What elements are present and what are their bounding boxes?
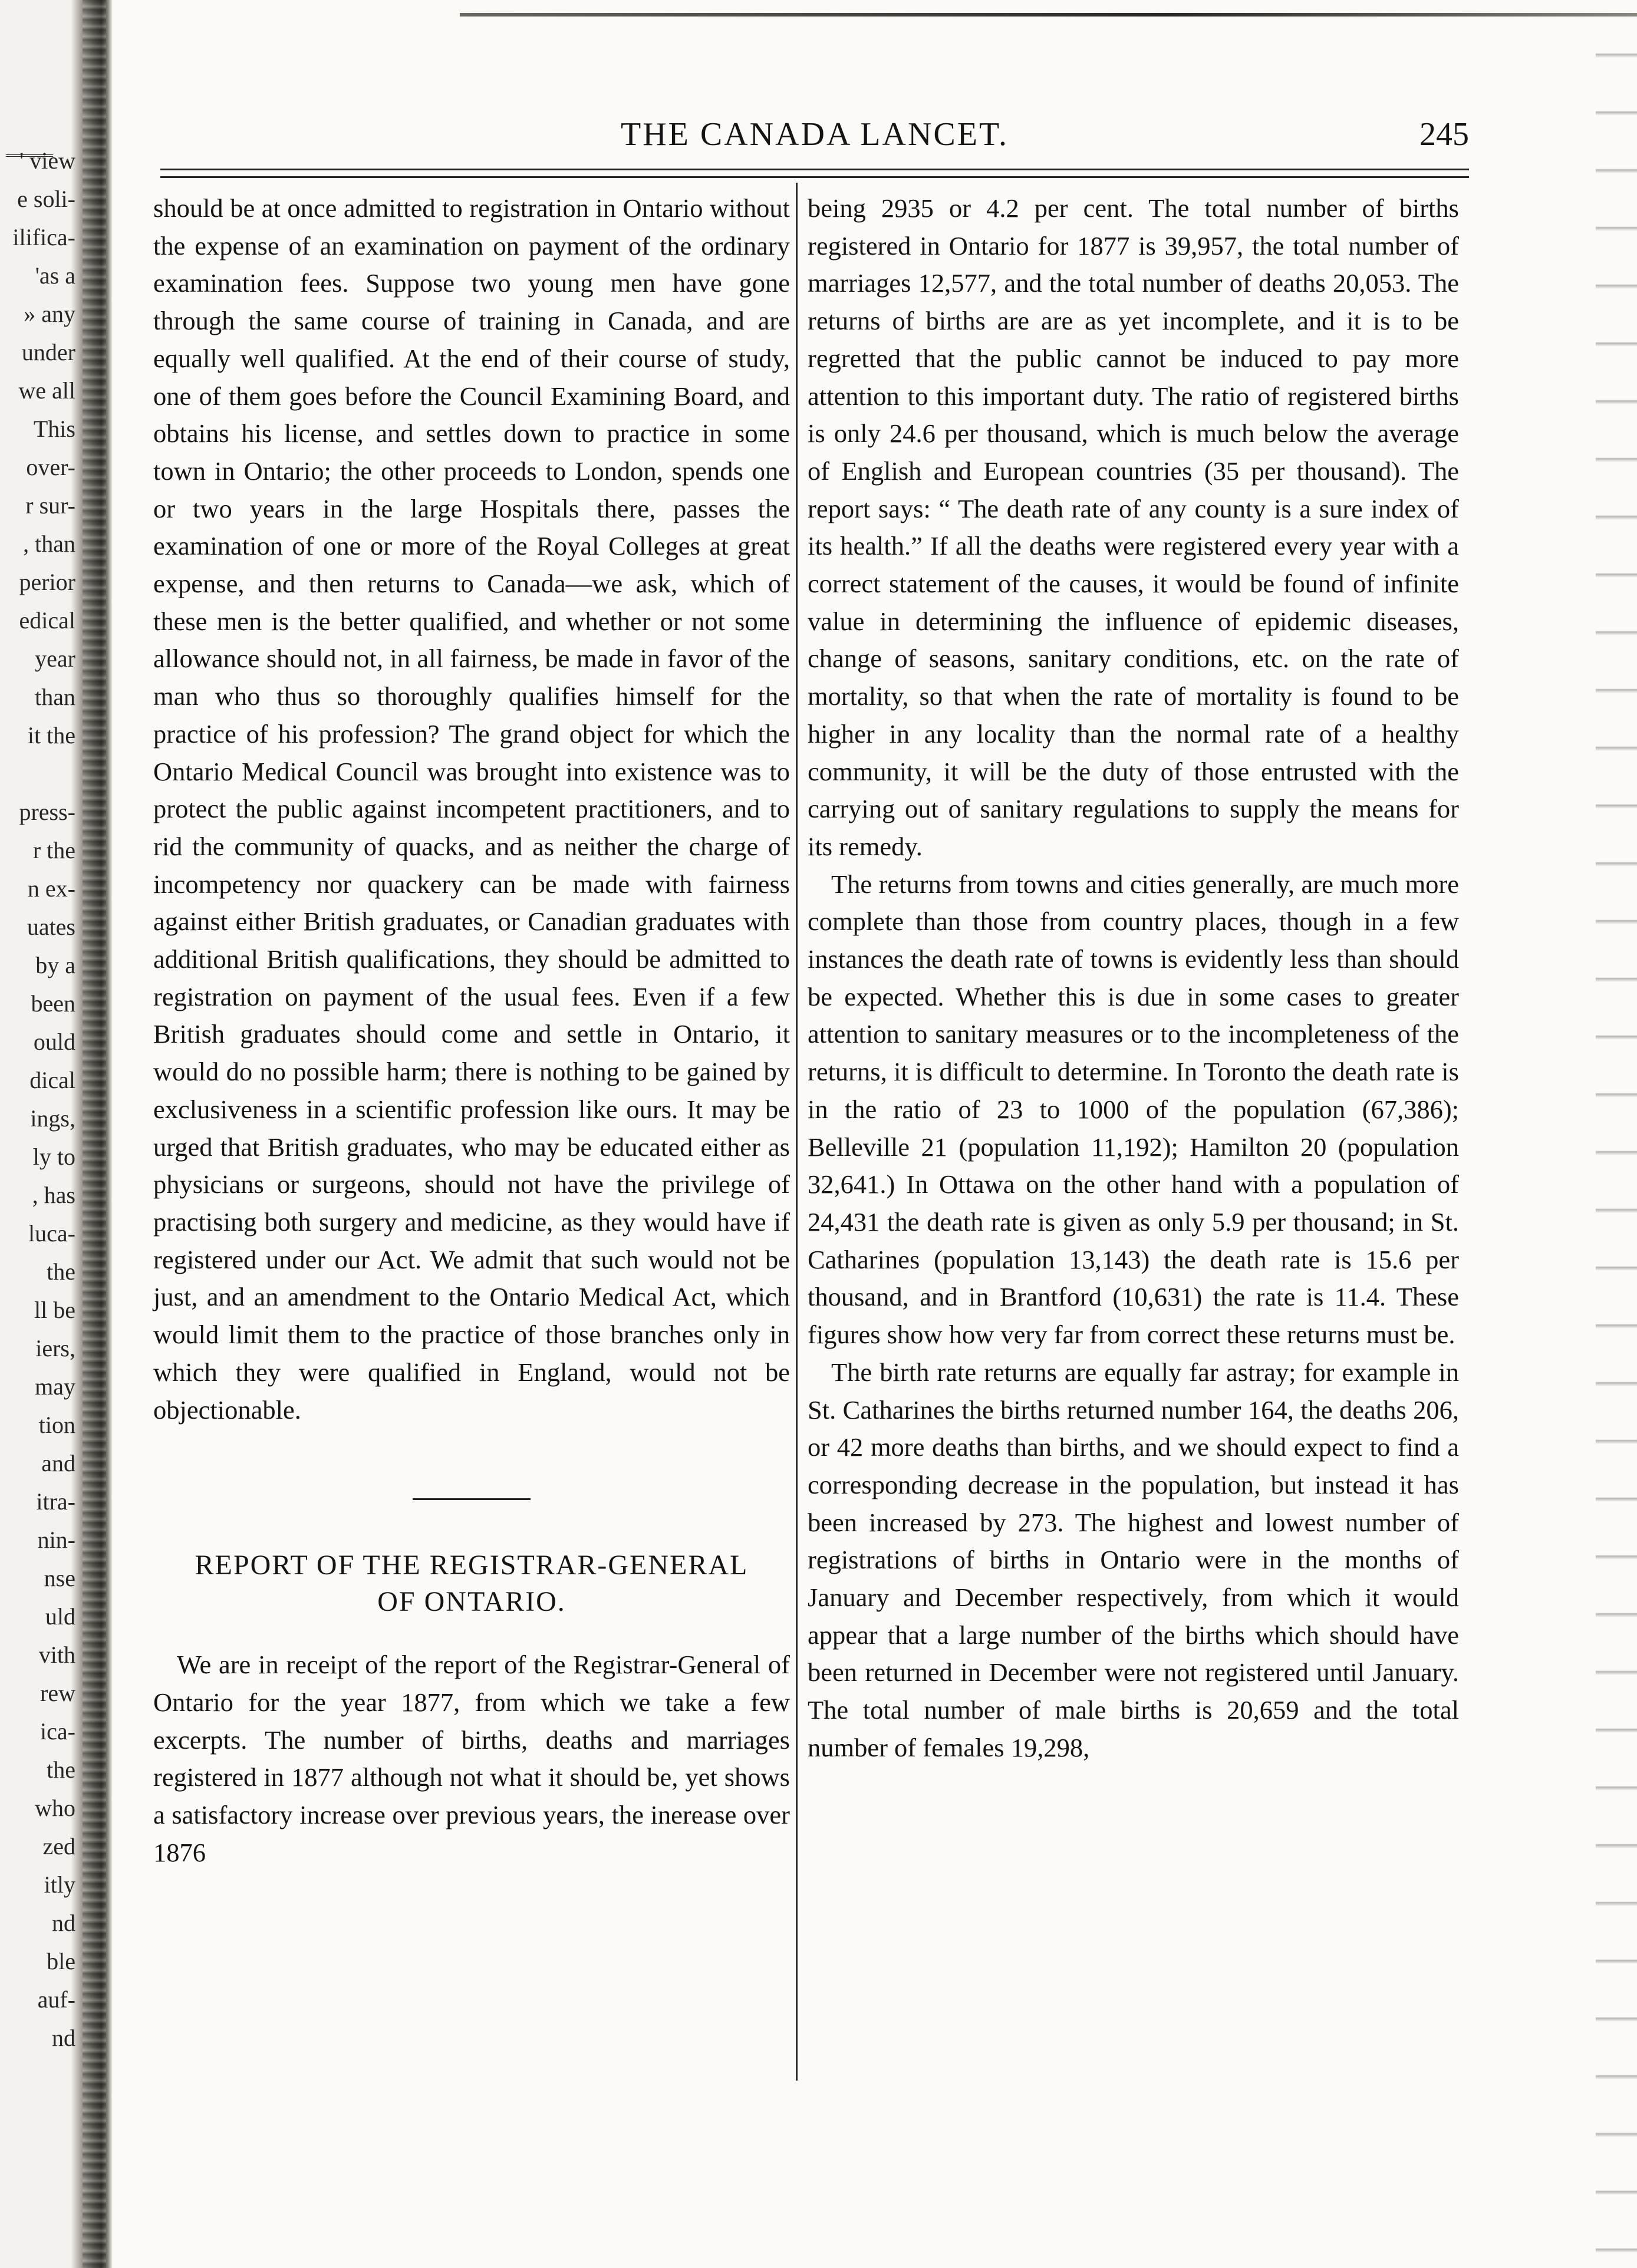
- left-paragraph-1: should be at once admitted to registration in Ontario without the expense of an examination on payment of the ordinary examination fees. Suppose two young men have gone through the same course of training in Canada, and are equally well qualified. At the end of their course of study, one of them goes before the Council Examining Board, and obtains his license, and settles down to practice in some town in Ontario; the other proceeds to London, spends one or two years in the large Hospitals there, passes the examination of one or more of the Royal Colleges at great expense, and then returns to Canada—we ask, which of these men is the better qualified, and whether or not some allowance should not, in all fairness, be made in favor of the man who thus so thoroughly qualifies himself for the practice of his profession? The grand object for which the Ontario Medical Council was brought into existence was to protect the public against incompetent practitioners, and to rid the community of quacks, and as neither the charge of incompetency nor quackery can be made with fairness against either British graduates, or Canadian graduates with additional British qualifications, they should be admitted to registration on payment of the usual fees. Even if a few British graduates should come and settle in Ontario, it would do no possible harm; there is nothing to be gained by exclusiveness in a scientific profession like ours. It may be urged that British graduates, who may be educated either as physicians or surgeons, should not have the privilege of practising both surgery and medicine, as they would have if registered under our Act. We admit that such would not be just, and an amendment to the Ontario Medical Act, which would limit them to the practice of those branches only in which they were qualified in England, would not be objectionable.: [153, 193, 790, 1425]
- bleed-fragment: luca-: [28, 1220, 75, 1247]
- bleed-fragment: dical: [29, 1067, 75, 1093]
- bleed-fragment: year: [35, 645, 75, 672]
- column-divider: [796, 183, 798, 2081]
- bleed-fragment: ilifica-: [12, 224, 75, 250]
- bleed-fragment: nse: [44, 1565, 75, 1591]
- page-number: 245: [1419, 116, 1469, 153]
- bleed-fragment: itra-: [36, 1488, 75, 1515]
- bleed-fragment: This: [33, 416, 75, 442]
- bleed-fragment: nd: [52, 1910, 75, 1936]
- right-paragraph-2: The returns from towns and cities generally, are much more complete than those from country places, though in a few instances the death rate of towns is evidently less than should be expected. Whether this is due in some cases to greater attention to sanitary measures or to the incompleteness of the returns, it is difficult to determine. In Toronto the death rate is in the ratio of 23 to 1000 of the population (67,386); Belleville 21 (population 11,192); Hamilton 20 (population 32,641.) In Ottawa on the other hand with a population of 24,431 the death rate is given as only 5.9 per thousand; in St. Catharines (population 13,143) the death rate is 15.6 per thousand, and in Brantford (10,631) the rate is 11.4. These figures show how very far from correct these returns must be.: [808, 869, 1459, 1350]
- bleed-fragment: ly to: [32, 1143, 75, 1170]
- section-separator: [413, 1498, 531, 1500]
- bleed-fragment: vith: [38, 1641, 75, 1668]
- page-header: [160, 116, 1469, 163]
- page-edge-marks: [1596, 0, 1637, 2268]
- bleed-fragment: tion: [38, 1412, 75, 1438]
- bleed-fragment: , has: [32, 1182, 75, 1208]
- bleed-fragment: , than: [23, 530, 75, 557]
- left-column: [153, 190, 790, 1871]
- bleed-fragment: ould: [33, 1028, 75, 1055]
- bleed-fragment: ings,: [30, 1105, 75, 1132]
- bleed-fragment: n ex-: [27, 875, 75, 902]
- bleed-fragment: zed: [42, 1833, 75, 1860]
- bleed-fragment: by a: [35, 952, 75, 978]
- bleed-fragment: ' view: [19, 147, 75, 174]
- bleed-fragment: press-: [19, 799, 75, 825]
- bleed-fragment: uates: [27, 914, 75, 940]
- right-paragraph-3: The birth rate returns are equally far astray; for example in St. Catharines the births returned number 164, the deaths 206, or 42 more deaths than births, and we should expect to find a corresponding decrease in the population, but instead it has been increased by 273. The highest and lowest number of registrations of births in Ontario were in the months of January and December respectively, from which it would appear that a large number of the births which should have been returned in December were not registered until January. The total number of male births is 20,659 and the total number of females 19,298,: [808, 1357, 1459, 1762]
- bleed-fragment: r sur-: [25, 492, 75, 519]
- bleed-fragment: may: [35, 1373, 75, 1400]
- bleed-fragment: been: [31, 990, 75, 1017]
- bleed-fragment: nin-: [37, 1527, 75, 1553]
- bleed-fragment: perior: [19, 569, 75, 595]
- bleed-fragment: e soli-: [17, 186, 75, 212]
- bleed-fragment: r the: [32, 837, 75, 863]
- bleed-fragment: the: [47, 1756, 75, 1783]
- bleed-fragment: » any: [24, 301, 75, 327]
- bleed-fragment: 'as a: [35, 262, 75, 289]
- bleed-fragment: over-: [26, 454, 75, 480]
- bleed-fragment: rew: [40, 1680, 75, 1706]
- header-double-rule: [160, 169, 1469, 178]
- bleed-fragment: it the: [27, 722, 75, 749]
- page-top-edge-rule: [460, 13, 1637, 17]
- bleed-fragment: edical: [19, 607, 75, 634]
- section-heading-line1: REPORT OF THE REGISTRAR-GENERAL: [195, 1550, 749, 1581]
- bleed-fragment: and: [41, 1450, 75, 1476]
- bleed-fragment: auf-: [37, 1986, 75, 2013]
- bleed-through-text: [0, 141, 75, 2057]
- right-paragraph-1: being 2935 or 4.2 per cent. The total number of births registered in Ontario for 1877 is 39,957, the total number of marriages 12,577, and the total number of deaths 20,053. The returns of births are are as yet incomplete, and it is to be regretted that the public cannot be induced to pay more attention to this important duty. The ratio of registered births is only 24.6 per thousand, which is much below the average of English and European countries (35 per thousand). The report says: “ The death rate of any county is a sure index of its health.” If all the deaths were registered every year with a correct statement of the causes, it would be found of infinite value in determining the influence of epidemic diseases, change of seasons, sanitary conditions, etc. on the rate of mortality, so that when the rate of mortality is found to be higher in any locality than the normal rate of a healthy community, it will be the duty of those entrusted with the carrying out of sanitary regulations to supply the means for its remedy.: [808, 193, 1459, 861]
- bleed-fragment: nd: [52, 2025, 75, 2051]
- section-heading-line2: OF ONTARIO.: [377, 1586, 566, 1618]
- section-heading: [153, 1547, 790, 1620]
- bleed-fragment: iers,: [35, 1335, 75, 1362]
- bleed-fragment: than: [35, 684, 75, 710]
- bleed-fragment: we all: [18, 377, 75, 404]
- bleed-fragment: ble: [47, 1948, 75, 1974]
- bleed-fragment: [0, 754, 75, 793]
- right-column: [808, 190, 1459, 1767]
- bleed-fragment: who: [35, 1795, 75, 1821]
- left-paragraph-2: We are in receipt of the report of the Registrar-General of Ontario for the year 1877, from which we take a few excerpts. The number of births, deaths and marriages registered in 1877 although not what it should be, yet shows a satisfactory increase over previous years, the inerease over 1876: [153, 1650, 790, 1867]
- bleed-fragment: ll be: [34, 1297, 75, 1323]
- bleed-fragment: ica-: [40, 1718, 75, 1745]
- bleed-fragment: itly: [44, 1871, 75, 1898]
- bleed-fragment: under: [21, 339, 75, 365]
- bleed-fragment: the: [47, 1258, 75, 1285]
- bleed-fragment: uld: [45, 1603, 75, 1630]
- journal-title: THE CANADA LANCET.: [620, 116, 1009, 153]
